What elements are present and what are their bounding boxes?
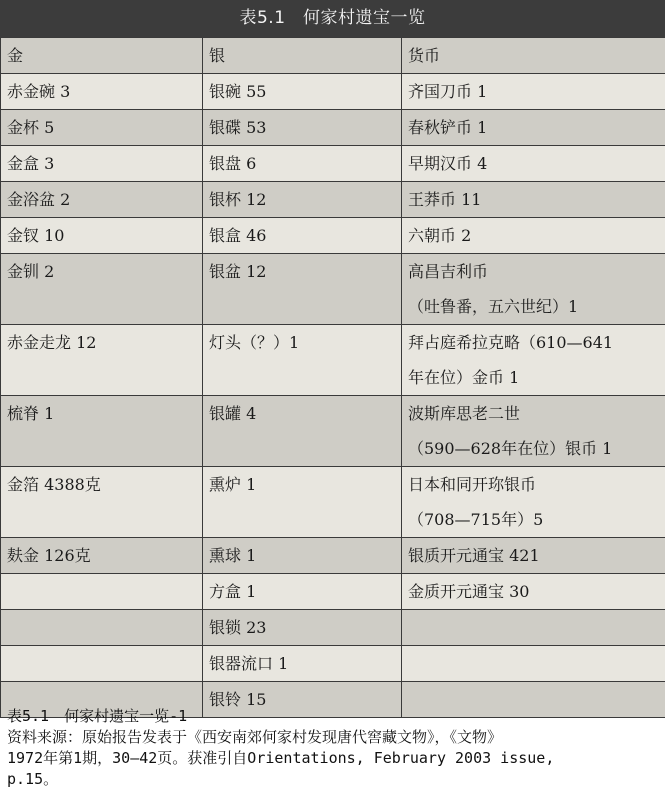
coin-cell: [402, 467, 665, 538]
coin-line: （吐鲁番，五六世纪）1: [408, 297, 579, 316]
table-row: [1, 74, 665, 110]
silver-cell: 熏炉 1: [203, 467, 402, 538]
coin-line: 王莽币 11: [408, 190, 482, 209]
coin-cell: [402, 218, 665, 254]
coin-line: 春秋铲币 1: [408, 118, 488, 137]
gold-cell: 金浴盆 2: [1, 182, 203, 218]
caption-source: 资料来源：原始报告发表于《西安南郊何家村发现唐代窖藏文物》，《文物》: [7, 728, 503, 746]
coin-cell: [402, 574, 665, 610]
silver-cell: 银器流口 1: [203, 646, 402, 682]
coin-cell: [402, 646, 665, 682]
table-row: [1, 218, 665, 254]
header-row: [1, 38, 665, 74]
coin-line: 六朝币 2: [408, 226, 472, 245]
table-row: [1, 396, 665, 467]
coin-line: 高昌吉利币: [408, 262, 489, 281]
table-row: [1, 467, 665, 538]
coin-cell: [402, 325, 665, 396]
coin-line: 银质开元通宝 421: [408, 546, 540, 565]
gold-cell: 金钗 10: [1, 218, 203, 254]
gold-cell: 麸金 126克: [1, 538, 203, 574]
coin-cell: [402, 146, 665, 182]
silver-cell: 熏球 1: [203, 538, 402, 574]
caption: [7, 706, 662, 790]
table-title: 表5.1 何家村遗宝一览: [0, 0, 665, 37]
table-row: [1, 182, 665, 218]
coin-line: 波斯库思老二世: [408, 404, 521, 423]
gold-cell: 梳脊 1: [1, 396, 203, 467]
coin-line: 日本和同开珎银币: [408, 475, 537, 494]
silver-cell: 银锁 23: [203, 610, 402, 646]
table-row: [1, 610, 665, 646]
coin-line: 拜占庭希拉克略（610—641: [408, 333, 614, 352]
coin-cell: [402, 182, 665, 218]
coin-line: 齐国刀币 1: [408, 82, 488, 101]
table-row: [1, 574, 665, 610]
gold-cell: 金杯 5: [1, 110, 203, 146]
gold-cell: [1, 610, 203, 646]
coin-line: [408, 646, 659, 681]
caption-source-end: p.15。: [7, 770, 59, 788]
gold-cell: 金钏 2: [1, 254, 203, 325]
coin-line: （708—715年）5: [408, 510, 544, 529]
table-row: [1, 538, 665, 574]
table-row: [1, 325, 665, 396]
coin-line: 年在位）金币 1: [408, 368, 520, 387]
silver-cell: 灯头（？）1: [203, 325, 402, 396]
column-header-gold: 金: [1, 38, 203, 74]
coin-line: （590—628年在位）银币 1: [408, 439, 613, 458]
table-row: [1, 146, 665, 182]
silver-cell: 银碗 55: [203, 74, 402, 110]
coin-cell: [402, 538, 665, 574]
table-row: [1, 646, 665, 682]
coin-cell: [402, 74, 665, 110]
table-row: [1, 110, 665, 146]
coin-line: 早期汉币 4: [408, 154, 488, 173]
coin-cell: [402, 396, 665, 467]
gold-cell: [1, 574, 203, 610]
silver-cell: 方盒 1: [203, 574, 402, 610]
caption-title: 表5.1 何家村遗宝一览-1: [7, 707, 188, 725]
silver-cell: 银盒 46: [203, 218, 402, 254]
coin-cell: [402, 110, 665, 146]
treasure-table: [0, 37, 665, 718]
silver-cell: 银杯 12: [203, 182, 402, 218]
silver-cell: 银盘 6: [203, 146, 402, 182]
silver-cell: 银盆 12: [203, 254, 402, 325]
silver-cell: 银罐 4: [203, 396, 402, 467]
table-row: [1, 254, 665, 325]
gold-cell: 赤金走龙 12: [1, 325, 203, 396]
column-header-coins: 货币: [402, 38, 665, 74]
gold-cell: 金箔 4388克: [1, 467, 203, 538]
gold-cell: 赤金碗 3: [1, 74, 203, 110]
silver-cell: 银碟 53: [203, 110, 402, 146]
gold-cell: 金盒 3: [1, 146, 203, 182]
coin-line: 金质开元通宝 30: [408, 582, 530, 601]
silver-cell: 银铃 15: [203, 682, 402, 718]
column-header-silver: 银: [203, 38, 402, 74]
coin-cell: [402, 610, 665, 646]
caption-source-cont: 1972年第1期，30—42页。获准引自Orientations, February 2003 issue,: [7, 749, 555, 767]
coin-cell: [402, 254, 665, 325]
coin-line: [408, 610, 659, 645]
gold-cell: [1, 646, 203, 682]
